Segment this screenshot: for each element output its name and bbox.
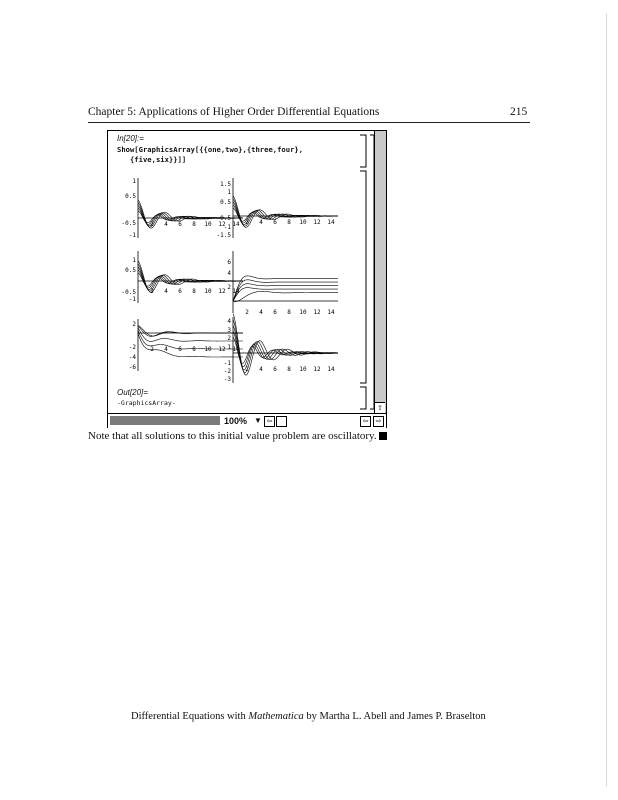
x-tick-label: 2	[150, 221, 154, 228]
window-bottom-bar	[108, 413, 386, 428]
scroll-right-icon[interactable]: ⇨	[373, 416, 384, 427]
x-tick-label: 6	[273, 366, 277, 373]
y-tick-label: 1	[227, 189, 231, 196]
output-label: Out[20]=	[117, 388, 148, 397]
running-header: Chapter 5: Applications of Higher Order Differential Equations	[88, 106, 380, 118]
page-edge-line	[606, 14, 607, 786]
x-tick-label: 6	[178, 288, 182, 295]
footer-before: Differential Equations with	[131, 711, 249, 722]
scroll-left-icon[interactable]: ⇦	[360, 416, 371, 427]
x-tick-label: 12	[218, 346, 226, 353]
y-tick-label: 0.5	[125, 193, 136, 200]
solution-curve	[233, 326, 338, 370]
zoom-level[interactable]: 100%	[224, 416, 248, 426]
code-line-2: {five,six}}]]	[117, 154, 187, 164]
x-tick-label: 2	[245, 219, 249, 226]
y-tick-label: -0.5	[121, 220, 136, 227]
solution-curve	[233, 280, 338, 301]
caption	[88, 430, 387, 442]
y-tick-label: -1.5	[216, 232, 231, 239]
x-tick-label: 10	[204, 221, 212, 228]
x-tick-label: 6	[273, 219, 277, 226]
caption-text: Note that all solutions to this initial value problem are oscillatory.	[88, 430, 377, 442]
solution-curve	[233, 291, 338, 301]
x-tick-label: 2	[245, 309, 249, 316]
header-rule	[88, 122, 530, 123]
notebook-window	[107, 130, 387, 428]
y-tick-label: 2	[132, 321, 136, 328]
footer	[131, 711, 486, 722]
cell-brackets[interactable]	[356, 131, 376, 413]
x-tick-label: 8	[287, 366, 291, 373]
y-tick-label: 2	[227, 284, 231, 291]
y-tick-label: -1	[223, 360, 231, 367]
scroll-left-arrow-icon[interactable]: ⇦	[264, 416, 275, 427]
x-tick-label: 4	[164, 346, 168, 353]
graphics-array	[108, 131, 358, 387]
x-tick-label: 14	[232, 346, 240, 353]
x-tick-label: 12	[313, 366, 321, 373]
output-value: -GraphicsArray-	[117, 399, 176, 407]
zoom-dropdown-icon[interactable]: ▼	[254, 416, 262, 425]
x-tick-label: 4	[259, 219, 263, 226]
y-tick-label: 1	[132, 257, 136, 264]
y-tick-label: -2	[223, 368, 231, 375]
y-tick-label: 1	[227, 344, 231, 351]
y-tick-label: -3	[223, 376, 231, 383]
x-tick-label: 6	[178, 221, 182, 228]
x-tick-label: 8	[192, 288, 196, 295]
y-tick-label: 0.5	[220, 199, 231, 206]
x-tick-label: 14	[232, 288, 240, 295]
page-number: 215	[510, 106, 528, 118]
x-tick-label: 4	[164, 288, 168, 295]
x-tick-label: 6	[178, 346, 182, 353]
solution-curve	[233, 199, 338, 226]
y-tick-label: -1	[128, 232, 136, 239]
x-tick-label: 14	[327, 309, 335, 316]
y-tick-label: -1	[223, 224, 231, 231]
x-tick-label: 10	[204, 288, 212, 295]
y-tick-label: 6	[227, 259, 231, 266]
end-of-example-icon	[379, 432, 387, 440]
x-tick-label: 4	[164, 221, 168, 228]
x-tick-label: 4	[259, 309, 263, 316]
x-tick-label: 2	[150, 288, 154, 295]
x-tick-label: 4	[259, 366, 263, 373]
vertical-scrollbar[interactable]	[374, 131, 386, 413]
y-tick-label: -1	[128, 296, 136, 303]
y-tick-label: 4	[227, 318, 231, 325]
x-tick-label: 12	[218, 221, 226, 228]
footer-title: Mathematica	[248, 711, 304, 722]
solution-curve	[233, 331, 338, 366]
solution-curve	[233, 320, 338, 373]
y-tick-label: -4	[128, 354, 136, 361]
x-tick-label: 2	[245, 366, 249, 373]
y-tick-label: 4	[227, 270, 231, 277]
x-tick-label: 10	[299, 366, 307, 373]
y-tick-label: 1	[132, 178, 136, 185]
x-tick-label: 8	[192, 221, 196, 228]
x-tick-label: 2	[150, 346, 154, 353]
x-tick-label: 12	[313, 309, 321, 316]
x-tick-label: 14	[327, 219, 335, 226]
x-tick-label: 14	[232, 221, 240, 228]
x-tick-label: 12	[218, 288, 226, 295]
scroll-up-arrow-icon[interactable]: ⇧	[375, 402, 385, 413]
y-tick-label: -0.5	[121, 289, 136, 296]
x-tick-label: 12	[313, 219, 321, 226]
y-tick-label: -6	[128, 364, 136, 371]
x-tick-label: 10	[299, 219, 307, 226]
input-label: In[20]:=	[117, 134, 144, 143]
footer-after: by Martha L. Abell and James P. Braselton	[303, 711, 486, 722]
y-tick-label: 2	[227, 335, 231, 342]
notebook-content	[108, 131, 358, 411]
x-tick-label: 14	[327, 366, 335, 373]
y-tick-label: -0.5	[216, 215, 231, 222]
x-tick-label: 8	[287, 309, 291, 316]
x-tick-label: 10	[204, 346, 212, 353]
y-tick-label: 3	[227, 327, 231, 334]
x-tick-label: 6	[273, 309, 277, 316]
code-line-1: Show[GraphicsArray[{{one,two},{three,four},	[117, 145, 304, 154]
y-tick-label: 0.5	[125, 267, 136, 274]
page-button[interactable]	[276, 416, 287, 427]
x-tick-label: 10	[299, 309, 307, 316]
y-tick-label: -2	[128, 344, 136, 351]
x-tick-label: 8	[192, 346, 196, 353]
y-tick-label: 1.5	[220, 181, 231, 188]
horizontal-scrollbar[interactable]	[110, 416, 220, 425]
x-tick-label: 8	[287, 219, 291, 226]
